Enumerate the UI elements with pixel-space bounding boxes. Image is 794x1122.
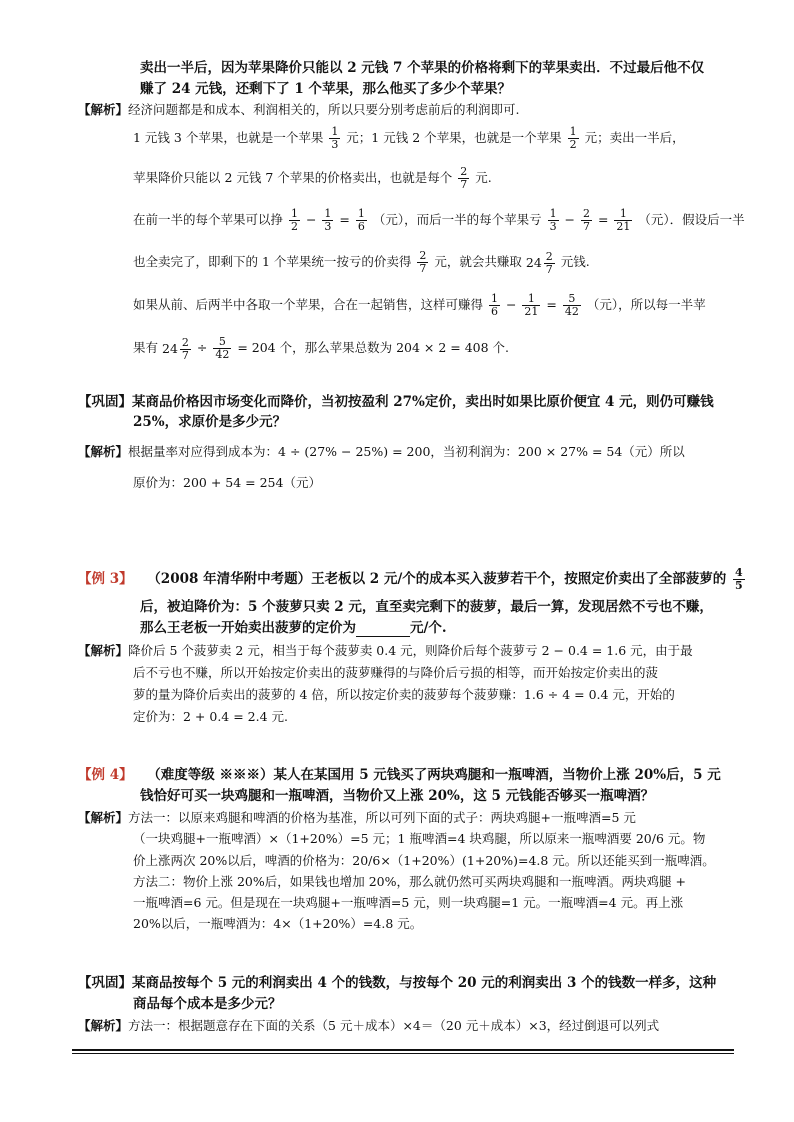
fraction: $\frac{1}{2}$	[291, 207, 298, 233]
solution-text: 如果从前、后两半中各取一个苹果，合在一起销售，这样可赚得	[133, 297, 484, 312]
example-tag: 【例 3】	[78, 571, 133, 587]
solution-text: （元）．假设后一半	[638, 212, 745, 227]
fraction: $\frac{1}{3}$	[549, 207, 557, 233]
solution-text: 元；卖出一半后，	[584, 130, 685, 145]
fraction: $\frac{1}{2}$	[569, 125, 577, 151]
example-line	[140, 619, 447, 637]
solution-text: 苹果降价只能以 2 元钱 7 个苹果的价格卖出，也就是每个	[133, 170, 453, 185]
exercise-block	[78, 974, 716, 992]
example-tag: 【例 4】	[78, 767, 133, 783]
solution-block	[78, 808, 636, 828]
solution-text: 方法一：根据题意存在下面的关系（5 元＋成本）×4＝（20 元＋成本）×3，经过倒退可以列式	[128, 1018, 660, 1033]
fraction: $\frac{1}{21}$	[524, 292, 539, 318]
solution-text: 根据量率对应得到成本为：4 ÷ (27% − 25%) = 200，当初利润为：200 × 27% = 54（元）所以	[128, 444, 685, 459]
answer-blank	[356, 622, 410, 637]
solution-text: 降价后 5 个菠萝卖 2 元，相当于每个菠萝卖 0.4 元，则降价后每个菠萝亏 2 − 0.4 = 1.6 元，由于最	[128, 643, 693, 658]
solution-text: 一瓶啤酒=6 元。但是现在一块鸡腿+一瓶啤酒=5 元，则一块鸡腿=1 元。一瓶啤酒=4 元。再上涨	[133, 895, 684, 910]
exercise-text: 某商品按每个 5 元的利润卖出 4 个的钱数，与按每个 20 元的利润卖出 3 个的钱数一样多，这种	[132, 975, 717, 991]
solution-text: 方法二：物价上涨 20%后，如果钱也增加 20%，那么就仍然可买两块鸡腿和一瓶啤酒。两块鸡腿 +	[133, 874, 686, 889]
solution-text: 萝的量为降价后卖出的菠萝的 4 倍，所以按定价卖的菠萝每个菠萝赚：1.6 ÷ 4 = 0.4 元，开始的	[133, 687, 675, 702]
exercise-text: 25%，求原价是多少元？	[133, 414, 287, 430]
solution-block	[78, 640, 693, 662]
fraction: $\frac{5}{42}$	[564, 292, 579, 318]
example-text: 钱恰好可买一块鸡腿和一瓶啤酒，当物价又上涨 20%，这 5 元钱能否够买一瓶啤酒？	[140, 788, 655, 804]
exercise-block	[78, 393, 714, 411]
fraction: $\frac{2}{7}$	[460, 165, 468, 191]
footer-rule	[72, 1053, 734, 1054]
solution-text: 后不亏也不赚，所以开始按定价卖出的菠萝赚得的与降价后亏损的相等，而开始按定价卖出的菠	[133, 665, 659, 680]
example-text: 那么王老板一开始卖出菠萝的定价为	[140, 620, 356, 636]
solution-text: 原价为：200 + 54 = 254（元）	[133, 475, 321, 490]
solution-line: 果有 24 $\frac{2}{7}$ ÷ $\frac{5}{42}$ = 204 个，那么苹果总数为 204 × 2 = 408 个.	[133, 335, 510, 362]
fraction: $\frac{2}{7}$	[583, 207, 590, 233]
solution-text: 元，就会共赚取	[434, 254, 522, 269]
solution-text: （元），所以每一半苹	[586, 297, 706, 312]
example-text: 元/个.	[410, 620, 447, 636]
solution-text: 经济问题都是和成本、利润相关的，所以只要分别考虑前后的利润即可.	[128, 102, 520, 117]
solution-block	[78, 1016, 659, 1036]
solution-line: 如果从前、后两半中各取一个苹果，合在一起销售，这样可赚得 $\frac{1}{6}$ − $\frac{1}{21}$ = $\frac{5}{42}$ （元），所以每一半苹	[133, 292, 706, 318]
example-block	[78, 766, 721, 784]
solution-block	[78, 441, 685, 463]
exercise-text: 某商品价格因市场变化而降价，当初按盈利 27%定价，卖出时如果比原价便宜 4 元，则仍可赚钱	[132, 394, 714, 410]
solution-line: 在前一半的每个苹果可以挣 $\frac{1}{2}$ − $\frac{1}{3}$ = $\frac{1}{6}$ （元），而后一半的每个苹果亏 $\frac{1}{3}$ − $\frac{2}{7}$ = $\frac{1}{21}$ （元）．假设后一半	[133, 207, 745, 233]
solution-text: 果有	[133, 340, 159, 355]
solution-tag: 【解析】	[78, 1018, 129, 1033]
fraction: $\frac{1}{6}$	[357, 207, 365, 233]
solution-text: 在前一半的每个苹果可以挣	[133, 212, 284, 227]
solution-text: （元），而后一半的每个苹果亏	[372, 212, 542, 227]
solution-text: 也全卖完了，即剩下的 1 个苹果统一按亏的价卖得	[133, 254, 412, 269]
solution-text: 元；1 元钱 2 个苹果，也就是一个苹果	[346, 130, 562, 145]
solution-tag: 【解析】	[78, 643, 129, 658]
fraction: $\frac{1}{3}$	[324, 207, 332, 233]
solution-line	[133, 247, 590, 278]
solution-text: 元.	[475, 170, 492, 185]
example-text: （难度等级 ※※※）某人在某国用 5 元钱买了两块鸡腿和一瓶啤酒，当物价上涨 20%后，5 元	[147, 767, 721, 783]
solution-tag: 【解析】	[78, 810, 129, 825]
solution-text: 20%以后，一瓶啤酒为：4×（1+20%）=4.8 元。	[133, 916, 423, 931]
example-block	[78, 567, 747, 592]
problem-text: 卖出一半后，因为苹果降价只能以 2 元钱 7 个苹果的价格将剩下的苹果卖出．不过最后他不仅	[140, 60, 705, 76]
fraction: $\frac{5}{42}$	[215, 335, 230, 361]
example-text: 后，被迫降价为：5 个菠萝只卖 2 元，直至卖完剩下的菠萝，最后一算，发现居然不亏也不赚，	[140, 599, 713, 615]
fraction: $\frac{1}{21}$	[616, 207, 631, 233]
solution-line	[133, 123, 685, 153]
solution-text: （一块鸡腿+一瓶啤酒）×（1+20%）=5 元；1 瓶啤酒=4 块鸡腿，所以原来一瓶啤酒要 20/6 元。物	[133, 831, 706, 846]
footer-rule	[72, 1049, 734, 1051]
fraction: $\frac{2}{7}$	[419, 249, 427, 275]
solution-text: 定价为：2 + 0.4 = 2.4 元.	[133, 709, 288, 724]
solution-tag: 【解析】	[78, 102, 129, 117]
solution-tag: 【解析】	[78, 444, 129, 459]
solution-text: 1 元钱 3 个苹果，也就是一个苹果	[133, 130, 324, 145]
solution-block	[78, 101, 520, 119]
problem-text: 赚了 24 元钱，还剩下了 1 个苹果，那么他买了多少个苹果？	[140, 81, 511, 97]
solution-text: 方法一：以原来鸡腿和啤酒的价格为基准，所以可列下面的式子：两块鸡腿+一瓶啤酒=5 元	[128, 810, 636, 825]
exercise-tag: 【巩固】	[78, 394, 132, 410]
exercise-tag: 【巩固】	[78, 975, 132, 991]
fraction: $\frac{4}{5}$	[735, 566, 743, 592]
exercise-text: 商品每个成本是多少元？	[133, 996, 282, 1012]
fraction: $\frac{1}{6}$	[491, 292, 498, 318]
solution-text: 元钱.	[560, 254, 590, 269]
mixed-number: 24 $\frac{2}{7}$	[162, 335, 189, 362]
mixed-number: 24 $\frac{2}{7}$	[525, 249, 553, 276]
solution-text: = 204 个，那么苹果总数为 204 × 2 = 408 个.	[237, 340, 510, 355]
solution-line	[133, 163, 492, 193]
solution-text: 价上涨两次 20%以后，啤酒的价格为：20/6×（1+20%）(1+20%)=4.8 元。所以还能买到一瓶啤酒。	[133, 853, 715, 868]
fraction: $\frac{1}{3}$	[331, 125, 339, 151]
example-text: （2008 年清华附中考题）王老板以 2 元/个的成本买入菠萝若干个，按照定价卖出了全部菠萝的	[147, 571, 727, 587]
